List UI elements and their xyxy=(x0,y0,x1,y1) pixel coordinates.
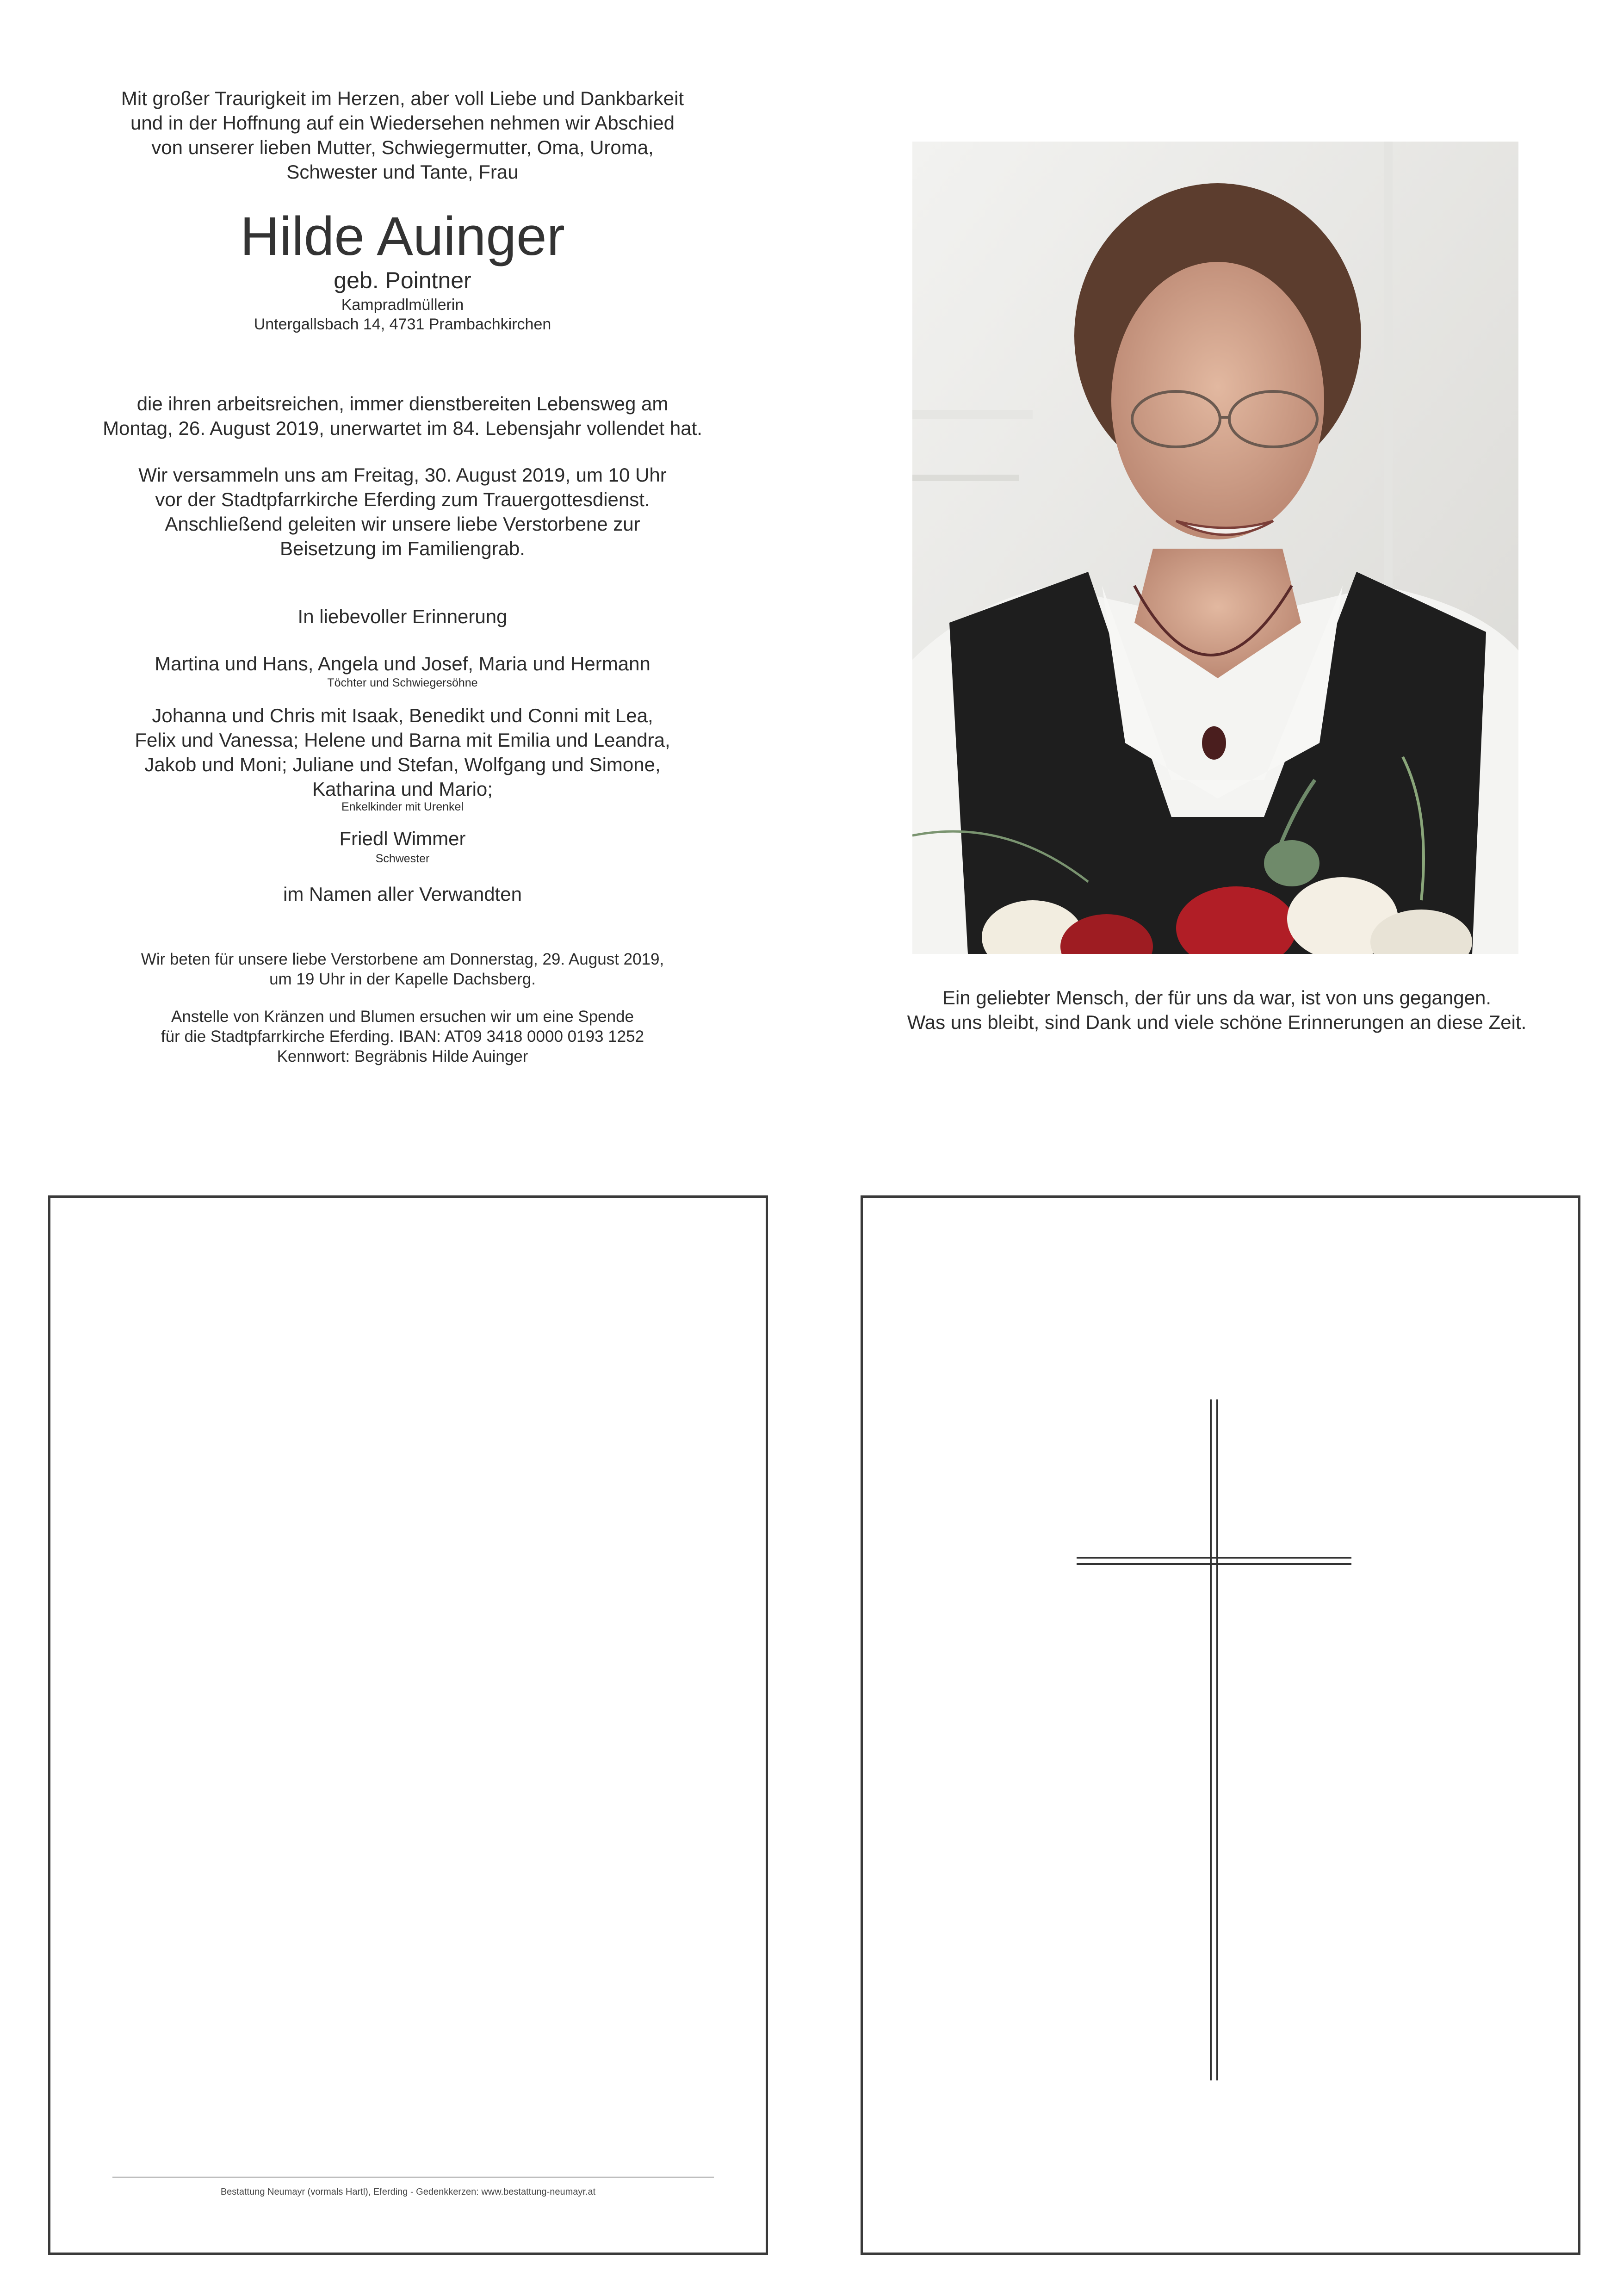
donation-notice-line: Anstelle von Kränzen und Blumen ersuchen wir um eine Spende xyxy=(171,1008,634,1026)
death-notice-line: die ihren arbeitsreichen, immer dienstbereiten Lebensweg am xyxy=(136,393,669,415)
quote-line: Ein geliebter Mensch, der für uns da war, ist von uns gegangen. xyxy=(942,987,1492,1009)
quote-line: Was uns bleibt, sind Dank und viele schöne Erinnerungen an diese Zeit. xyxy=(907,1011,1527,1033)
daughters-label: Töchter und Schwiegersöhne xyxy=(327,676,478,689)
grandchildren-line: Jakob und Moni; Juliane und Stefan, Wolfgang und Simone, xyxy=(144,754,661,775)
intro-text xyxy=(28,86,777,184)
grandchildren-line: Katharina und Mario; xyxy=(312,778,493,800)
prayer-notice xyxy=(28,949,777,989)
quote xyxy=(870,985,1564,1034)
intro-line: Schwester und Tante, Frau xyxy=(286,161,519,183)
intro-line: Mit großer Traurigkeit im Herzen, aber voll Liebe und Dankbarkeit xyxy=(121,87,684,109)
prayer-notice-line: Wir beten für unsere liebe Verstorbene am Donnerstag, 29. August 2019, xyxy=(141,950,664,968)
portrait-photo xyxy=(912,142,1518,954)
deceased-name: Hilde Auinger xyxy=(240,206,565,267)
donation-notice-line: für die Stadtpfarrkirche Eferding. IBAN: AT09 3418 0000 0193 1252 xyxy=(161,1027,644,1046)
intro-line: von unserer lieben Mutter, Schwiegermutter, Oma, Uroma, xyxy=(151,136,654,158)
grandchildren-label: Enkelkinder mit Urenkel xyxy=(341,800,464,813)
address: Untergallsbach 14, 4731 Prambachkirchen xyxy=(254,316,551,333)
grandchildren xyxy=(28,703,777,801)
donation-notice xyxy=(28,1007,777,1066)
memory-heading: In liebevoller Erinnerung xyxy=(297,606,508,627)
cover-page-frame xyxy=(861,1195,1580,2255)
funeral-notice-line: vor der Stadtpfarrkirche Eferding zum Trauergottesdienst. xyxy=(155,489,650,510)
grandchildren-line: Felix und Vanessa; Helene und Barna mit Emilia und Leandra, xyxy=(135,729,670,751)
funeral-notice xyxy=(28,463,777,561)
house-name: Kampradlmüllerin xyxy=(341,296,464,314)
cross-icon xyxy=(863,1198,1578,2253)
donation-notice-line: Kennwort: Begräbnis Hilde Auinger xyxy=(277,1047,528,1065)
grandchildren-line: Johanna und Chris mit Isaak, Benedikt und Conni mit Lea, xyxy=(152,705,653,726)
funeral-notice-line: Wir versammeln uns am Freitag, 30. August 2019, um 10 Uhr xyxy=(138,464,667,486)
intro-line: und in der Hoffnung auf ein Wiedersehen nehmen wir Abschied xyxy=(130,112,675,134)
footer-text: Bestattung Neumayr (vormals Hartl), Eferding - Gedenkkerzen: www.bestattung-neumayr.at xyxy=(220,2187,596,2197)
death-notice xyxy=(28,391,777,440)
funeral-notice-line: Beisetzung im Familiengrab. xyxy=(280,538,525,559)
maiden-name: geb. Pointner xyxy=(334,267,471,293)
back-page-frame xyxy=(48,1195,768,2255)
prayer-notice-line: um 19 Uhr in der Kapelle Dachsberg. xyxy=(269,970,536,988)
death-notice-line: Montag, 26. August 2019, unerwartet im 84. Lebensjahr vollendet hat. xyxy=(103,417,702,439)
footer-divider xyxy=(112,2177,714,2178)
funeral-notice-line: Anschließend geleiten wir unsere liebe Verstorbene zur xyxy=(165,513,640,535)
sister-label: Schwester xyxy=(375,852,430,865)
relatives: im Namen aller Verwandten xyxy=(283,883,522,905)
sister: Friedl Wimmer xyxy=(339,828,466,849)
daughters: Martina und Hans, Angela und Josef, Maria und Hermann xyxy=(155,653,650,675)
